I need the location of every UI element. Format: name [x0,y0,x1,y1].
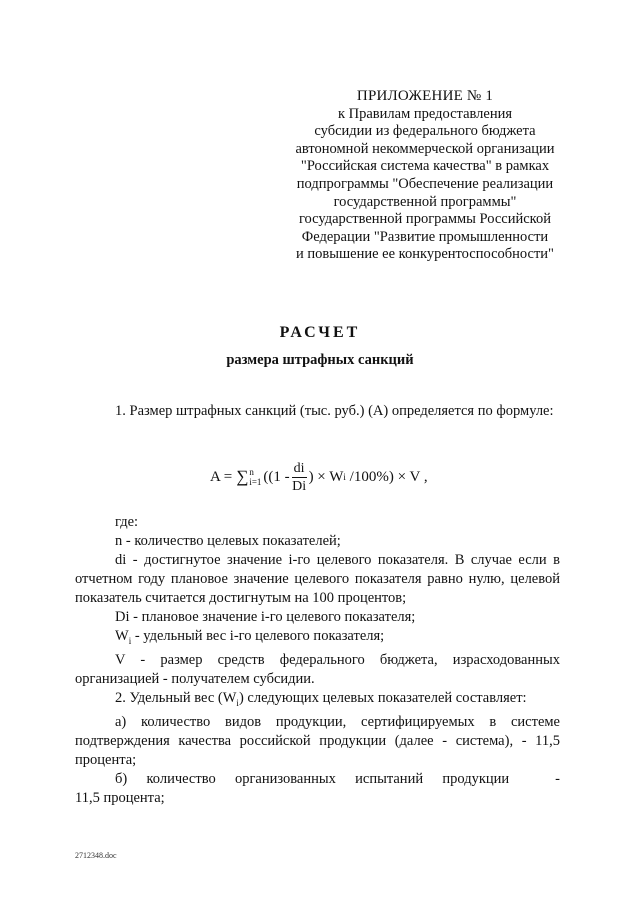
definition-V: V - размер средств федерального бюджета, израсходованных организацией - получателем субсидии. [75,651,560,687]
definition-di: di - достигнутое значение i-го целевого показателя. В случае если в отчетном году плановое значение целевого показателя равно нулю, целевой показатель считается достигнутым на 100 процентов; [75,552,560,606]
document-subtitle: размера штрафных санкций [226,352,414,368]
paragraph-1: 1. Размер штрафных санкций (тыс. руб.) (А) определяется по формуле: [115,403,554,419]
definition-n: n - количество целевых показателей; [115,533,341,549]
paragraph-2-end: ) следующих целевых показателей составляет: [238,689,527,706]
sum-limits [249,467,261,487]
appendix-line: и повышение ее конкурентоспособности" [296,246,554,263]
appendix-line: государственной программы" [333,193,517,210]
paragraph-1-block [75,402,560,421]
formula-w-subscript: i [343,472,346,482]
item-b-end: 11,5 процента; [75,789,165,806]
item-b-dash: - [555,770,560,787]
definition-wi-subscript: i [128,635,132,646]
item-b-text: б) количество организованных испытаний продукции [115,770,510,787]
formula-sum [232,467,263,487]
sum-upper-limit: n [249,467,254,477]
sum-lower-limit: i=1 [249,477,262,487]
item-a: а) количество видов продукции, сертифицируемых в системе подтверждения качества российской продукции (далее - система), - 11,5 процента; [75,713,560,768]
formula-lhs: A = [210,468,233,485]
definition-wi-text: - удельный вес i-го целевого показателя; [131,628,385,644]
fraction-denominator: Di [292,478,307,494]
appendix-line: подпрограммы "Обеспечение реализации [296,175,554,192]
paragraph-2 [75,689,560,713]
where-label: где: [115,514,139,530]
formula-open: ((1 - [263,468,290,485]
definitions-block [75,513,560,808]
appendix-line: к Правилам предоставления [337,105,513,122]
document-title: РАСЧЕТ [279,324,361,341]
appendix-line: Федерации "Развитие промышленности [301,228,549,245]
formula-fraction [292,460,307,495]
fraction-numerator: di [293,460,305,476]
definition-Di: Di - плановое значение i-го целевого показателя; [115,609,416,625]
paragraph-2-start: 2. Удельный вес ( [115,689,223,706]
appendix-line: субсидии из федерального бюджета [314,123,536,140]
sigma-symbol: ∑ [236,467,249,486]
definition-wi-letter: W [115,628,129,644]
appendix-block [285,88,565,264]
paragraph-2-w: W [222,689,237,706]
appendix-line: "Российская система качества" в рамках [300,158,550,175]
appendix-heading: ПРИЛОЖЕНИЕ № 1 [356,88,494,104]
appendix-line: государственной программы Российской [298,211,552,228]
appendix-line: автономной некоммерческой организации [295,140,555,157]
formula-rest: /100%) × V , [345,468,428,485]
item-b [75,770,560,789]
formula-after-fraction: ) × W [308,468,344,485]
paragraph-2-subscript: i [236,697,239,708]
definition-Wi [75,627,560,651]
penalty-formula [210,455,428,499]
file-name-footer: 2712348.doc [75,851,117,860]
